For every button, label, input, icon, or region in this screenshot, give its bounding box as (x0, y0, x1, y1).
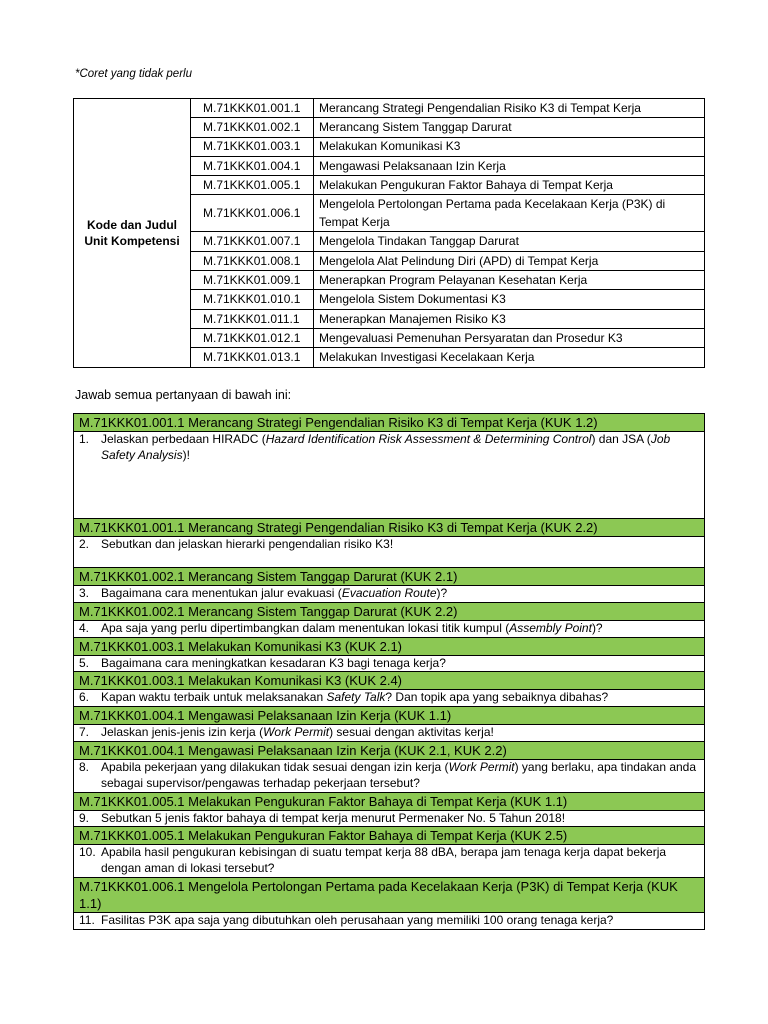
unit-code: M.71KKK01.012.1 (191, 328, 314, 347)
question-row (74, 912, 705, 929)
question-text: Jelaskan jenis-jenis izin kerja (Work Permit) sesuai dengan aktivitas kerja! (101, 725, 494, 740)
unit-title: Mengelola Alat Pelindung Diri (APD) di Tempat Kerja (314, 251, 705, 270)
question-number: 3. (79, 586, 90, 600)
question-text: Fasilitas P3K apa saja yang dibutuhkan oleh perusahaan yang memiliki 100 orang tenaga kerja? (101, 912, 614, 927)
question-text: Apabila pekerjaan yang dilakukan tidak sesuai dengan izin kerja (Work Permit) yang berlaku, apa tindakan anda sebagai supervisor/pengawas terhadap pekerjaan tersebut? (101, 759, 697, 790)
question-text: Sebutkan 5 jenis faktor bahaya di tempat kerja menurut Permenaker No. 5 Tahun 2018! (101, 810, 566, 825)
question-row (74, 845, 705, 878)
question-number: 11. (79, 912, 95, 927)
question-number: 7. (79, 725, 90, 740)
unit-title: Mengelola Tindakan Tanggap Darurat (314, 232, 705, 251)
question-number: 8. (79, 759, 90, 774)
question-table (73, 413, 705, 930)
question-text: Apabila hasil pengukuran kebisingan di suatu tempat kerja 88 dBA, berapa jam tenaga kerja dapat bekerja dengan aman di lokasi tersebut? (101, 845, 667, 876)
unit-code: M.71KKK01.001.1 (191, 99, 314, 118)
question-text: Bagaimana cara menentukan jalur evakuasi (Evacuation Route)? (101, 586, 448, 600)
question-row (74, 537, 705, 568)
kuk-header: M.71KKK01.002.1 Merancang Sistem Tanggap Darurat (KUK 2.2) (74, 602, 705, 620)
answer-instruction: Jawab semua pertanyaan di bawah ini: (75, 388, 292, 402)
unit-code: M.71KKK01.007.1 (191, 232, 314, 251)
kuk-header: M.71KKK01.004.1 Mengawasi Pelaksanaan Izin Kerja (KUK 2.1, KUK 2.2) (74, 741, 705, 759)
question-row (74, 810, 705, 827)
unit-code: M.71KKK01.004.1 (191, 156, 314, 175)
question-row (74, 690, 705, 707)
unit-code: M.71KKK01.003.1 (191, 137, 314, 156)
unit-code: M.71KKK01.002.1 (191, 118, 314, 137)
question-number: 6. (79, 690, 90, 705)
question-number: 4. (79, 620, 90, 635)
question-text: Kapan waktu terbaik untuk melaksanakan Safety Talk? Dan topik apa yang sebaiknya dibahas? (101, 690, 609, 705)
question-number: 2. (79, 537, 90, 551)
unit-title: Mengawasi Pelaksanaan Izin Kerja (314, 156, 705, 175)
unit-title: Melakukan Investigasi Kecelakaan Kerja (314, 348, 705, 367)
unit-title: Merancang Sistem Tanggap Darurat (314, 118, 705, 137)
unit-title: Menerapkan Manajemen Risiko K3 (314, 309, 705, 328)
unit-title: Melakukan Komunikasi K3 (314, 137, 705, 156)
question-number: 5. (79, 655, 90, 670)
kuk-header: M.71KKK01.005.1 Melakukan Pengukuran Faktor Bahaya di Tempat Kerja (KUK 1.1) (74, 792, 705, 810)
kuk-header: M.71KKK01.005.1 Melakukan Pengukuran Faktor Bahaya di Tempat Kerja (KUK 2.5) (74, 827, 705, 845)
question-row (74, 725, 705, 742)
unit-competency-table (73, 98, 705, 368)
question-number: 10. (79, 845, 96, 860)
unit-code: M.71KKK01.008.1 (191, 251, 314, 270)
unit-code: M.71KKK01.005.1 (191, 176, 314, 195)
unit-table-header: Kode dan Judul Unit Kompetensi (74, 99, 191, 368)
unit-code: M.71KKK01.010.1 (191, 290, 314, 309)
kuk-header: M.71KKK01.002.1 Merancang Sistem Tanggap Darurat (KUK 2.1) (74, 568, 705, 586)
question-text: Apa saja yang perlu dipertimbangkan dalam menentukan lokasi titik kumpul (Assembly Point)? (101, 620, 603, 635)
unit-code: M.71KKK01.011.1 (191, 309, 314, 328)
question-row (74, 655, 705, 672)
unit-code: M.71KKK01.006.1 (191, 195, 314, 232)
question-row (74, 432, 705, 519)
unit-title: Menerapkan Program Pelayanan Kesehatan Kerja (314, 271, 705, 290)
question-text: Jelaskan perbedaan HIRADC (Hazard Identification Risk Assessment & Determining Control) dan JSA (Job Safety Analysis)! (101, 432, 671, 462)
unit-title: Mengevaluasi Pemenuhan Persyaratan dan Prosedur K3 (314, 328, 705, 347)
question-row (74, 759, 705, 792)
question-number: 9. (79, 810, 90, 825)
unit-title: Mengelola Sistem Dokumentasi K3 (314, 290, 705, 309)
unit-code: M.71KKK01.009.1 (191, 271, 314, 290)
kuk-header: M.71KKK01.004.1 Mengawasi Pelaksanaan Izin Kerja (KUK 1.1) (74, 707, 705, 725)
question-text: Bagaimana cara meningkatkan kesadaran K3 bagi tenaga kerja? (101, 655, 446, 670)
unit-title: Merancang Strategi Pengendalian Risiko K3 di Tempat Kerja (314, 99, 705, 118)
kuk-header: M.71KKK01.001.1 Merancang Strategi Pengendalian Risiko K3 di Tempat Kerja (KUK 1.2) (74, 414, 705, 432)
kuk-header: M.71KKK01.003.1 Melakukan Komunikasi K3 (KUK 2.1) (74, 637, 705, 655)
unit-code: M.71KKK01.013.1 (191, 348, 314, 367)
kuk-header: M.71KKK01.003.1 Melakukan Komunikasi K3 (KUK 2.4) (74, 672, 705, 690)
unit-title: Melakukan Pengukuran Faktor Bahaya di Tempat Kerja (314, 176, 705, 195)
kuk-header: M.71KKK01.006.1 Mengelola Pertolongan Pertama pada Kecelakaan Kerja (P3K) di Tempat Kerja (KUK 1.1) (74, 877, 705, 912)
question-number: 1. (79, 432, 90, 446)
question-row (74, 620, 705, 637)
question-row (74, 586, 705, 603)
kuk-header: M.71KKK01.001.1 Merancang Strategi Pengendalian Risiko K3 di Tempat Kerja (KUK 2.2) (74, 519, 705, 537)
question-text: Sebutkan dan jelaskan hierarki pengendalian risiko K3! (101, 537, 394, 551)
unit-title: Mengelola Pertolongan Pertama pada Kecelakaan Kerja (P3K) di Tempat Kerja (314, 195, 705, 232)
note-text: *Coret yang tidak perlu (75, 68, 192, 80)
